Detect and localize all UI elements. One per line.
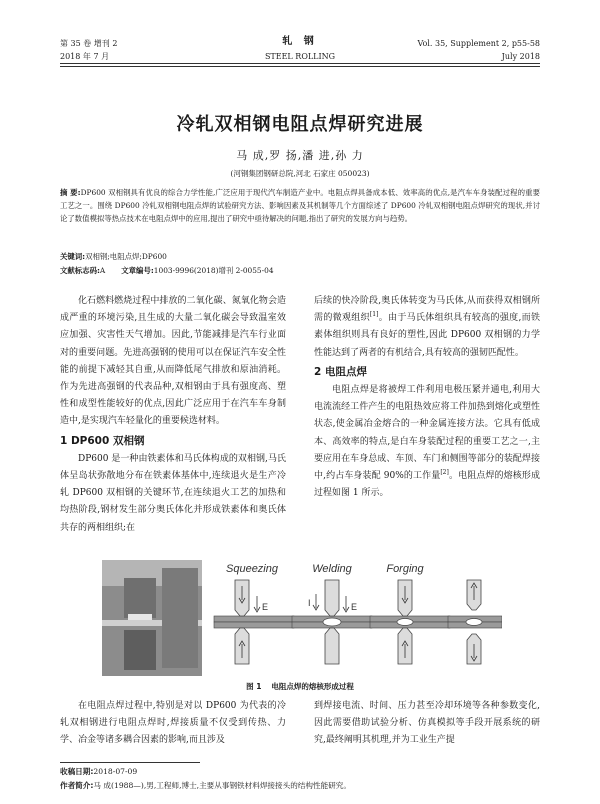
bottom-right-column — [314, 698, 540, 750]
section-1-cont-text-a: 后续的快冷阶段,奥氏体转变为马氏体,从而获得双相钢所需的微观组织 — [314, 296, 540, 324]
affiliation: (河钢集团钢研总院,河北 石家庄 050023) — [230, 169, 370, 178]
plate-lower — [214, 622, 294, 628]
doc-code: A — [99, 266, 106, 275]
section-1-heading: 1 DP600 双相钢 — [60, 434, 145, 447]
reference-2: [2] — [440, 469, 449, 477]
figure-1-number: 图 1 — [246, 682, 262, 691]
bottom-left-paragraph: 在电阻点焊过程中,特别是对以 DP600 为代表的冷轧双相钢进行电阻点焊时,焊接质量不仅受到传热、力学、冶金等诸多耦合因素的影响,而且涉及 — [60, 701, 286, 746]
section-2-heading: 2 电阻点焊 — [314, 365, 367, 378]
plate-upper — [214, 616, 294, 622]
weld-nugget — [323, 618, 341, 626]
received-value: 2018-07-09 — [93, 767, 138, 776]
stage-label-squeezing: Squeezing — [226, 563, 278, 575]
bottom-left-column — [60, 698, 286, 750]
received-label: 收稿日期: — [60, 767, 94, 776]
figure-1-caption — [0, 681, 600, 692]
footnote-rule — [60, 762, 200, 763]
doc-code-label: 文献标志码: — [60, 266, 100, 275]
intro-paragraph: 化石燃料燃烧过程中排放的二氧化碳、氮氧化物会造成严重的环境污染,且生成的大量二氧化碳会导致温室效应加强、灾害性天气增加。因此,节能减排是汽车行业面对的重要问题。先进高强钢的使用可以在保证汽车安全性能的前提下减轻其自重,从而降低尾气排放和原油消耗。作为先进高强钢的代表品种,双相钢由于具有强度高、塑性和成型性能较好的优点,因此广泛应用于在汽车车身制造中,是实现汽车轻量化的重要候选材料。 — [60, 296, 286, 427]
section-2-text-b: 。电阻点焊的熔核形成过程如图 1 所示。 — [314, 471, 540, 499]
section-1-paragraph: DP600 是一种由铁素体和马氏体构成的双相钢,马氏体呈岛状弥散地分布在铁素体基体中,连续退火是生产冷轧 DP600 双相钢的关键环节,在连续退火工艺的加热和均热阶段,钢材发生部分奥氏体化并形成铁素体和奥氏体共存的两相组织;在 — [60, 453, 286, 533]
article-no: 1003-9996(2018)增刊 2-0055-04 — [153, 266, 274, 275]
issue-date-en: July 2018 — [501, 52, 540, 61]
keywords-label: 关键词: — [60, 252, 86, 261]
section-1-cont-text-b: 。由于马氏体组织具有较高的强度,而铁素体组织则具有良好的塑性,因此 DP600 双相钢的力学性能达到了两者的有机结合,具有较高的强韧匹配性。 — [314, 313, 540, 358]
release-stage — [448, 580, 502, 664]
bottom-right-paragraph: 到焊接电流、时间、压力甚至冷却环境等各种参数变化,因此需要借助试验分析、仿真模拟等手段开展系统的研究,最终阐明其机理,并为工业生产提 — [314, 701, 540, 746]
forging-stage — [370, 580, 450, 664]
label-i: I — [308, 598, 311, 608]
header-rule-top — [60, 63, 540, 64]
classification — [60, 264, 540, 277]
stage-label-welding: Welding — [312, 563, 352, 575]
author-bio-label: 作者简介: — [60, 781, 94, 790]
section-1-continued — [314, 293, 540, 362]
section-2-text-a: 电阻点焊是将被焊工件利用电极压紧并通电,利用大电流流经工件产生的电阻热效应将工件加热到熔化或塑性状态,使金属冶金熔合的一种金属连接方法。它具有低成本、高效率的特点,是白车身装配过程的重要工艺之一,主要应用在车身总成、车顶、车门和侧围等部分的装配焊接中,约占车身装配 90%的工作量 — [314, 385, 540, 482]
keywords — [60, 250, 540, 263]
paper-title: 冷轧双相钢电阻点焊研究进展 — [176, 114, 424, 135]
abstract — [60, 186, 540, 225]
abstract-text: DP600 双相钢具有优良的综合力学性能,广泛应用于现代汽车制造产业中。电阻点焊具备成本低、效率高的优点,是汽车车身装配过程的重要工艺之一。围绕 DP600 冷轧双相钢电阻点焊的试验研究方法、影响因素及其机制等几个方面综述了 DP600 冷轧双相钢电阻点焊研究的现状,并讨论了数值模拟等热点技术在电阻点焊中的应用,提出了研究中亟待解决的问题,指出了研究的发展方向与趋势。 — [60, 188, 541, 223]
section-2-paragraph — [314, 382, 540, 502]
reference-1: [1] — [369, 311, 379, 319]
authors: 马 成,罗 扬,潘 进,孙 力 — [236, 149, 364, 162]
author-bio — [60, 780, 540, 792]
abstract-label: 摘 要: — [60, 188, 81, 197]
header-rule-bottom — [60, 66, 540, 67]
figure-1-caption-text: 电阻点焊的熔核形成过程 — [271, 682, 354, 691]
label-e-weld: E — [351, 602, 358, 612]
author-bio-text: 马 成(1988—),男,工程师,博士,主要从事钢铁材料焊接接头的结构性能研究。 — [93, 781, 351, 790]
journal-name-cn: 轧 钢 — [282, 36, 318, 47]
issue-date: 2018 年 7 月 — [60, 52, 110, 61]
left-column — [60, 293, 286, 537]
received-date — [60, 766, 540, 778]
right-column — [314, 293, 540, 502]
keywords-text: 双相钢;电阻点焊;DP600 — [85, 252, 167, 261]
welding-stage — [292, 580, 372, 664]
label-e-squeeze: E — [262, 602, 269, 612]
figure-1 — [102, 558, 502, 678]
article-no-label: 文章编号: — [121, 266, 154, 275]
journal-name-en: STEEL ROLLING — [264, 52, 336, 61]
volume-info-en: Vol. 35, Supplement 2, p55-58 — [417, 39, 540, 48]
stage-label-forging: Forging — [386, 563, 424, 575]
volume-info: 第 35 卷 增刊 2 — [60, 39, 118, 48]
squeezing-stage — [214, 580, 294, 664]
